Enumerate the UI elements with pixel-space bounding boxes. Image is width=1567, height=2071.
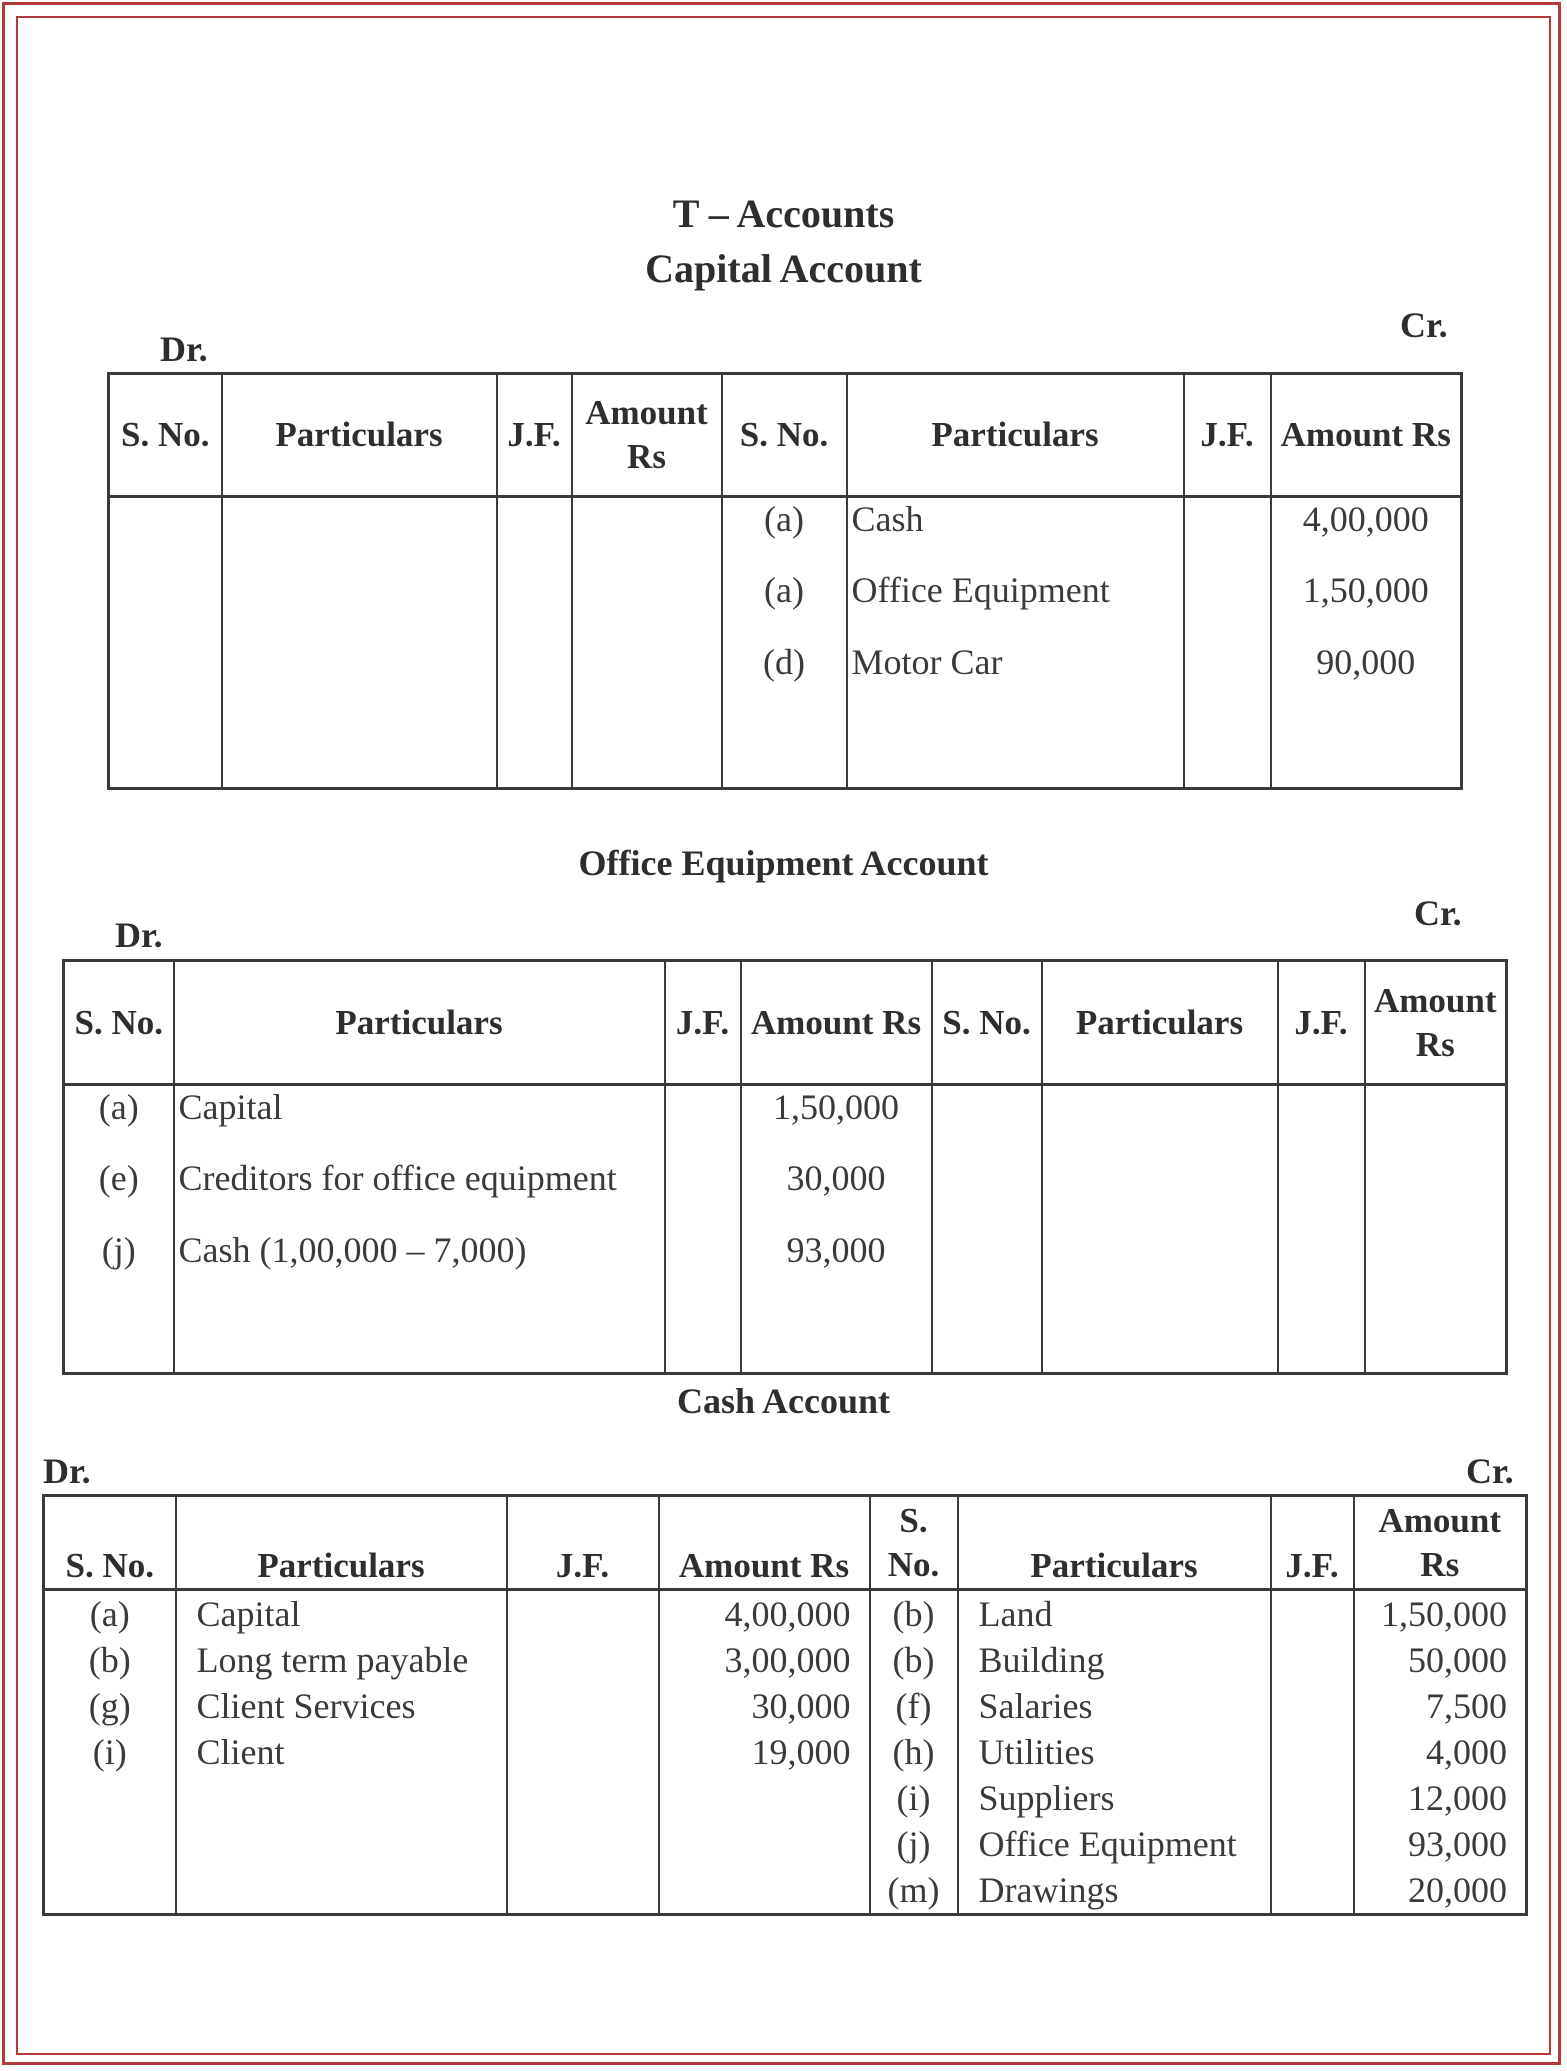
dr-particulars: Client xyxy=(176,1729,507,1775)
col-sno-dr: S. No. xyxy=(64,961,174,1085)
cr-amount: 90,000 xyxy=(1271,641,1462,713)
cr-jf xyxy=(1184,569,1271,641)
dr-jf xyxy=(507,1683,659,1729)
dr-amount: 30,000 xyxy=(659,1683,870,1729)
capital-header-row xyxy=(109,374,1462,497)
cr-amount: 93,000 xyxy=(1354,1821,1527,1867)
col-jf-dr: J.F. xyxy=(665,961,741,1085)
table-row xyxy=(64,1301,1507,1374)
cr-particulars: Motor Car xyxy=(847,641,1184,713)
cr-jf xyxy=(1184,641,1271,713)
cr-sno: (h) xyxy=(870,1729,958,1775)
cr-particulars: Suppliers xyxy=(958,1775,1271,1821)
cr-sno: (a) xyxy=(722,569,847,641)
cr-amount: 7,500 xyxy=(1354,1683,1527,1729)
cr-sno: (d) xyxy=(722,641,847,713)
cr-particulars: Drawings xyxy=(958,1867,1271,1915)
dr-jf xyxy=(507,1637,659,1683)
col-particulars-cr: Particulars xyxy=(1042,961,1278,1085)
col-sno-cr: S. No. xyxy=(932,961,1042,1085)
table-row xyxy=(44,1590,1527,1638)
dr-amount: 30,000 xyxy=(741,1157,932,1229)
dr-particulars: Capital xyxy=(176,1590,507,1638)
cr-sno: (i) xyxy=(870,1775,958,1821)
col-amount-cr: Amount Rs xyxy=(1354,1496,1527,1590)
table-row xyxy=(109,641,1462,713)
cr-sno: (f) xyxy=(870,1683,958,1729)
table-row xyxy=(44,1683,1527,1729)
cr-amount: 1,50,000 xyxy=(1271,569,1462,641)
col-particulars-cr: Particulars xyxy=(958,1496,1271,1590)
cr-particulars: Salaries xyxy=(958,1683,1271,1729)
cr-particulars: Utilities xyxy=(958,1729,1271,1775)
cash-header-row xyxy=(44,1496,1527,1590)
col-sno-cr: S. No. xyxy=(722,374,847,497)
cr-jf xyxy=(1271,1683,1354,1729)
table-row xyxy=(44,1637,1527,1683)
table-row xyxy=(44,1867,1527,1915)
dr-amount: 3,00,000 xyxy=(659,1637,870,1683)
dr-sno: (a) xyxy=(44,1590,176,1638)
col-jf-dr: J.F. xyxy=(507,1496,659,1590)
dr-amount: 93,000 xyxy=(741,1229,932,1301)
dr-particulars: Long term payable xyxy=(176,1637,507,1683)
col-particulars-dr: Particulars xyxy=(176,1496,507,1590)
table-row xyxy=(109,569,1462,641)
col-amount-dr: Amount Rs xyxy=(572,374,722,497)
office-cr-label: Cr. xyxy=(1414,893,1462,933)
col-sno-dr: S. No. xyxy=(109,374,222,497)
col-amount-dr: Amount Rs xyxy=(659,1496,870,1590)
office-equipment-account-table xyxy=(62,959,1508,1375)
cash-cr-label: Cr. xyxy=(1466,1451,1514,1491)
dr-amount: 4,00,000 xyxy=(659,1590,870,1638)
table-row xyxy=(44,1821,1527,1867)
dr-sno: (a) xyxy=(64,1085,174,1157)
col-particulars-cr: Particulars xyxy=(847,374,1184,497)
cr-jf xyxy=(1271,1590,1354,1638)
cr-amount: 12,000 xyxy=(1354,1775,1527,1821)
dr-particulars: Client Services xyxy=(176,1683,507,1729)
table-row xyxy=(44,1729,1527,1775)
cr-particulars: Cash xyxy=(847,497,1184,569)
dr-particulars: Creditors for office equipment xyxy=(174,1157,665,1229)
dr-jf xyxy=(665,1085,741,1157)
table-row xyxy=(44,1775,1527,1821)
table-row xyxy=(64,1157,1507,1229)
capital-cr-label: Cr. xyxy=(1400,305,1448,345)
cr-sno: (m) xyxy=(870,1867,958,1915)
cr-jf xyxy=(1271,1637,1354,1683)
dr-jf xyxy=(665,1157,741,1229)
col-amount-dr: Amount Rs xyxy=(741,961,932,1085)
col-jf-dr: J.F. xyxy=(497,374,572,497)
dr-sno: (e) xyxy=(64,1157,174,1229)
dr-jf xyxy=(665,1229,741,1301)
col-sno-cr: S. No. xyxy=(870,1496,958,1590)
cr-amount: 50,000 xyxy=(1354,1637,1527,1683)
col-particulars-dr: Particulars xyxy=(174,961,665,1085)
cr-jf xyxy=(1271,1867,1354,1915)
dr-sno: (i) xyxy=(44,1729,176,1775)
cash-account-table xyxy=(42,1494,1528,1916)
col-jf-cr: J.F. xyxy=(1278,961,1365,1085)
cr-jf xyxy=(1184,497,1271,569)
dr-particulars: Cash (1,00,000 – 7,000) xyxy=(174,1229,665,1301)
col-amount-cr: Amount Rs xyxy=(1365,961,1507,1085)
cr-particulars: Land xyxy=(958,1590,1271,1638)
dr-sno: (j) xyxy=(64,1229,174,1301)
office-header-row xyxy=(64,961,1507,1085)
cr-jf xyxy=(1271,1729,1354,1775)
capital-dr-label: Dr. xyxy=(160,329,208,369)
table-row xyxy=(64,1229,1507,1301)
page-title: T – Accounts xyxy=(672,191,895,236)
col-jf-cr: J.F. xyxy=(1184,374,1271,497)
table-row xyxy=(64,1085,1507,1157)
cr-amount: 1,50,000 xyxy=(1354,1590,1527,1638)
cash-account-title: Cash Account xyxy=(676,1381,891,1421)
dr-particulars: Capital xyxy=(174,1085,665,1157)
cr-jf xyxy=(1271,1821,1354,1867)
dr-sno: (g) xyxy=(44,1683,176,1729)
col-particulars-dr: Particulars xyxy=(222,374,497,497)
cr-sno: (j) xyxy=(870,1821,958,1867)
cash-dr-label: Dr. xyxy=(43,1451,91,1491)
table-row xyxy=(109,497,1462,569)
cr-amount: 20,000 xyxy=(1354,1867,1527,1915)
dr-amount: 1,50,000 xyxy=(741,1085,932,1157)
cr-sno: (b) xyxy=(870,1590,958,1638)
cr-sno: (b) xyxy=(870,1637,958,1683)
capital-account-title: Capital Account xyxy=(645,246,922,291)
cr-sno: (a) xyxy=(722,497,847,569)
dr-amount: 19,000 xyxy=(659,1729,870,1775)
cr-particulars: Office Equipment xyxy=(958,1821,1271,1867)
office-dr-label: Dr. xyxy=(115,915,163,955)
dr-jf xyxy=(507,1729,659,1775)
capital-account-table xyxy=(107,372,1463,790)
col-jf-cr: J.F. xyxy=(1271,1496,1354,1590)
cr-particulars: Building xyxy=(958,1637,1271,1683)
col-amount-cr: Amount Rs xyxy=(1271,374,1462,497)
cr-particulars: Office Equipment xyxy=(847,569,1184,641)
col-sno-dr: S. No. xyxy=(44,1496,176,1590)
cr-amount: 4,00,000 xyxy=(1271,497,1462,569)
dr-sno: (b) xyxy=(44,1637,176,1683)
table-row xyxy=(109,713,1462,789)
cr-jf xyxy=(1271,1775,1354,1821)
office-equipment-account-title: Office Equipment Account xyxy=(578,843,989,883)
dr-jf xyxy=(507,1590,659,1638)
cr-amount: 4,000 xyxy=(1354,1729,1527,1775)
